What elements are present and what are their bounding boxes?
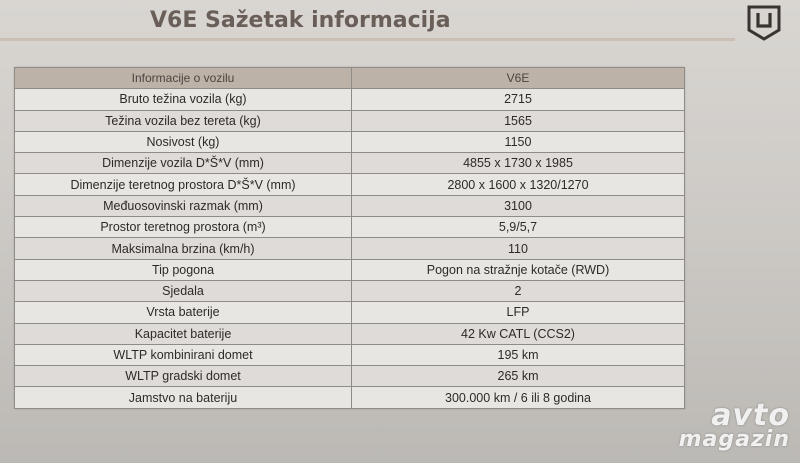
cell-label: Težina vozila bez tereta (kg) bbox=[15, 110, 352, 131]
table-row bbox=[15, 131, 685, 152]
table-row bbox=[15, 89, 685, 110]
spec-table bbox=[14, 67, 685, 409]
table-row bbox=[15, 387, 685, 408]
table-row bbox=[15, 217, 685, 238]
table-row bbox=[15, 153, 685, 174]
cell-value: 300.000 km / 6 ili 8 godina bbox=[352, 387, 685, 408]
cell-value: 4855 x 1730 x 1985 bbox=[352, 153, 685, 174]
table-row bbox=[15, 280, 685, 301]
cell-value: 42 Kw CATL (CCS2) bbox=[352, 323, 685, 344]
table-row bbox=[15, 110, 685, 131]
watermark-line2: magazin bbox=[678, 427, 790, 453]
cell-label: Jamstvo na bateriju bbox=[15, 387, 352, 408]
cell-label: Prostor teretnog prostora (m³) bbox=[15, 217, 352, 238]
cell-label: Vrsta baterije bbox=[15, 302, 352, 323]
table-row bbox=[15, 174, 685, 195]
cell-label: Međuosovinski razmak (mm) bbox=[15, 195, 352, 216]
cell-label: WLTP kombinirani domet bbox=[15, 344, 352, 365]
table-header-row bbox=[15, 68, 685, 89]
column-header-model: V6E bbox=[352, 68, 685, 89]
table-row bbox=[15, 302, 685, 323]
table-row bbox=[15, 259, 685, 280]
cell-value: 2 bbox=[352, 280, 685, 301]
cell-value: LFP bbox=[352, 302, 685, 323]
cell-value: 5,9/5,7 bbox=[352, 217, 685, 238]
cell-value: 195 km bbox=[352, 344, 685, 365]
cell-label: Kapacitet baterije bbox=[15, 323, 352, 344]
title-underline bbox=[0, 38, 735, 41]
brand-logo-icon bbox=[746, 4, 782, 42]
cell-value: 1150 bbox=[352, 131, 685, 152]
cell-label: Nosivost (kg) bbox=[15, 131, 352, 152]
table-row bbox=[15, 195, 685, 216]
watermark-line1: avto bbox=[711, 397, 790, 433]
cell-value: 1565 bbox=[352, 110, 685, 131]
cell-label: Dimenzije vozila D*Š*V (mm) bbox=[15, 153, 352, 174]
table-row bbox=[15, 344, 685, 365]
cell-label: Dimenzije teretnog prostora D*Š*V (mm) bbox=[15, 174, 352, 195]
watermark bbox=[678, 397, 790, 453]
cell-value: 2715 bbox=[352, 89, 685, 110]
cell-value: 110 bbox=[352, 238, 685, 259]
cell-label: Bruto težina vozila (kg) bbox=[15, 89, 352, 110]
table-row bbox=[15, 323, 685, 344]
cell-value: 265 km bbox=[352, 366, 685, 387]
cell-value: Pogon na stražnje kotače (RWD) bbox=[352, 259, 685, 280]
cell-value: 2800 x 1600 x 1320/1270 bbox=[352, 174, 685, 195]
cell-label: Maksimalna brzina (km/h) bbox=[15, 238, 352, 259]
slide-title: V6E Sažetak informacija bbox=[150, 8, 451, 33]
cell-label: Tip pogona bbox=[15, 259, 352, 280]
column-header-info: Informacije o vozilu bbox=[15, 68, 352, 89]
table-row bbox=[15, 366, 685, 387]
table-row bbox=[15, 238, 685, 259]
cell-value: 3100 bbox=[352, 195, 685, 216]
cell-label: WLTP gradski domet bbox=[15, 366, 352, 387]
cell-label: Sjedala bbox=[15, 280, 352, 301]
